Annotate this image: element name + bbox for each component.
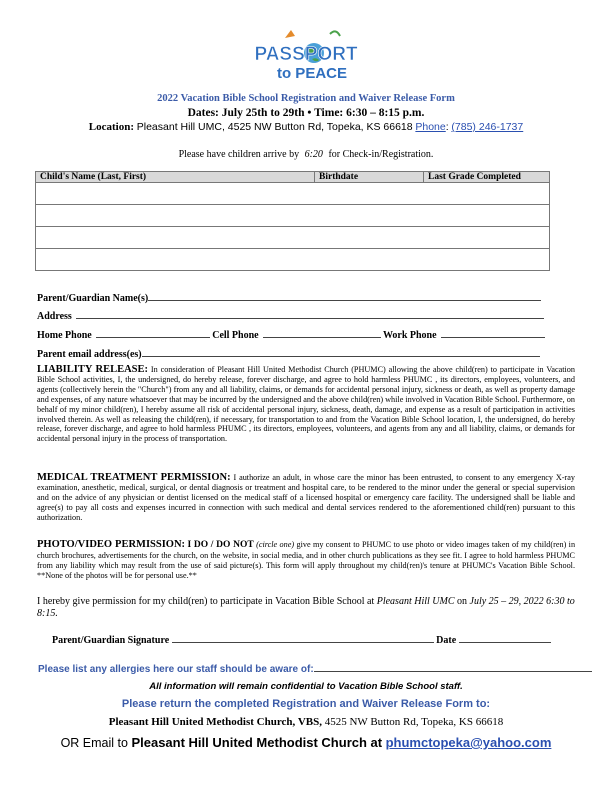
table-row[interactable] bbox=[36, 205, 550, 227]
medical-permission bbox=[37, 473, 575, 523]
event-dates: Dates: July 25th to 29th • Time: 6:30 – 8:15 p.m. bbox=[187, 107, 425, 119]
liability-heading: LIABILITY RELEASE: bbox=[37, 364, 149, 375]
arrival-before: Please have children arrive by bbox=[178, 149, 300, 160]
phone-fields[interactable] bbox=[37, 327, 545, 341]
photo-permission bbox=[37, 540, 575, 581]
or-email-label: OR Email to bbox=[60, 736, 128, 750]
email-line[interactable] bbox=[142, 346, 540, 357]
photo-heading: PHOTO/VIDEO PERMISSION: bbox=[37, 539, 186, 550]
permission-on: on bbox=[457, 596, 468, 607]
confidential-note: All information will remain confidential to Vacation Bible School staff. bbox=[149, 681, 463, 692]
allergies-field[interactable] bbox=[38, 661, 592, 675]
table-row[interactable] bbox=[36, 227, 550, 249]
medical-text: I authorize an adult, in whose care the minor has been entrusted, to consent to any emergency X-ray examination, anesthetic, medical, surgical, or dental diagnosis or treatment and hospital care, to be rendered to the minor under the general or special supervision and on the advice of any physician or dentist licensed on the medical staff of a licensed hospital or emergency care facility. The undersigned shall be liable and agree(s) to pay all costs and expenses incurred in connection with such medical and dental services rendered to the aforementioned child(ren) pursuant to this authorization. bbox=[37, 473, 575, 522]
logo-line2: to PEACE bbox=[276, 65, 348, 82]
address-label: Address bbox=[37, 311, 72, 322]
children-table bbox=[35, 171, 550, 271]
home-phone-line[interactable] bbox=[96, 327, 210, 338]
location-value: Pleasant Hill UMC, 4525 NW Button Rd, Topeka, KS 66618 bbox=[136, 121, 413, 133]
allergies-line[interactable] bbox=[314, 661, 592, 672]
photo-choice[interactable]: I DO / DO NOT bbox=[187, 540, 254, 550]
phone-link[interactable]: (785) 246-1737 bbox=[451, 121, 524, 133]
passport-to-peace-logo bbox=[0, 20, 612, 82]
liability-text: In consideration of Pleasant Hill United Methodist Church (PHUMC) allowing the above child(ren) to participate in Vacation Bible School activities, I, the undersigned, do hereby release, forever discharge, and agree to hold harmless PHUMC , its directors, employees, volunteers, and agents (collectively herein the "Church") from any and all liability, claims, or demands for accidental personal injury, sickness or death, as well as property damage and expenses, of any nature whatsoever that may be incurred by the undersigned and the above child(ren) while involved in Vacation Bible School. Furthermore, on behalf of my minor child(ren), I hereby assume all risk of accidental personal injury, sickness, death, damage, and expense as a result of participation in activities involved therein. As well as releasing the child(ren), if necessary, for transportation to and from the Vacation Bible School location, I, the undersigned, do hereby release, forever discharge, and agree to hold harmless PHUMC , its directors, employees, volunteers, and agents from any and all liability, claims, or demands for accidental personal injury in the process of transportation. bbox=[37, 365, 575, 444]
address-field[interactable] bbox=[37, 308, 544, 322]
address-line[interactable] bbox=[76, 308, 544, 319]
event-location: Location: Pleasant Hill UMC, 4525 NW Button Rd, Topeka, KS 66618 Phone: (785) 246-1737 bbox=[88, 121, 524, 133]
arrival-note bbox=[0, 149, 612, 160]
cell-phone-line[interactable] bbox=[263, 327, 381, 338]
signature-field[interactable] bbox=[52, 632, 551, 646]
permission-dates: July 25 – 29, 2022 6:30 to 8:15. bbox=[37, 596, 575, 619]
signature-label: Parent/Guardian Signature bbox=[52, 635, 170, 646]
arrival-time: 6:20 bbox=[304, 149, 323, 160]
phone-label[interactable]: Phone bbox=[415, 121, 446, 133]
home-phone-label: Home Phone bbox=[37, 330, 92, 341]
logo-line1: PASSPORT bbox=[254, 44, 358, 65]
church-address bbox=[0, 716, 612, 728]
return-instructions: Please return the completed Registration and Waiver Release Form to: bbox=[121, 698, 491, 710]
col-birthdate: Birthdate bbox=[315, 172, 424, 183]
medical-heading: MEDICAL TREATMENT PERMISSION: bbox=[37, 472, 231, 483]
email-church-name: Pleasant Hill United Methodist Church at bbox=[131, 735, 383, 750]
parent-name-field[interactable] bbox=[37, 290, 541, 304]
church-name: Pleasant Hill United Methodist Church, VBS, bbox=[108, 716, 322, 728]
form-title: 2022 Vacation Bible School Registration and Waiver Release Form bbox=[157, 93, 455, 104]
allergies-label: Please list any allergies here our staff should be aware of: bbox=[38, 664, 314, 675]
date-label: Date bbox=[436, 635, 457, 646]
col-last-grade: Last Grade Completed bbox=[424, 172, 550, 183]
photo-text: give my consent to PHUMC to use photo or video images taken of my child(ren) in church brochures, advertisements for the church, on the website, in social media, and in other church publications as they see fit. I agree to hold harmless PHUMC from any liability which may result from the use of said picture(s). This form will apply throughout my child(ren)'s tenure at PHUMC's Vacation Bible School. **None of the photos will be for personal use.** bbox=[37, 540, 576, 580]
email-field[interactable] bbox=[37, 346, 540, 360]
arrival-after: for Check-in/Registration. bbox=[328, 149, 434, 160]
location-label: Location: bbox=[88, 121, 134, 133]
email-link[interactable]: phumctopeka@yahoo.com bbox=[385, 735, 552, 750]
signature-line[interactable] bbox=[172, 632, 434, 643]
participation-permission bbox=[37, 596, 575, 620]
table-header-row bbox=[36, 172, 550, 183]
church-street: 4525 NW Button Rd, Topeka, KS 66618 bbox=[324, 716, 504, 728]
permission-place: Pleasant Hill UMC bbox=[376, 596, 455, 607]
parent-name-line[interactable] bbox=[148, 290, 541, 301]
work-phone-label: Work Phone bbox=[382, 330, 437, 341]
photo-circle-note: (circle one) bbox=[256, 540, 295, 549]
liability-release bbox=[37, 365, 575, 444]
table-row[interactable] bbox=[36, 249, 550, 271]
parent-name-label: Parent/Guardian Name(s) bbox=[37, 293, 149, 304]
col-child-name: Child's Name (Last, First) bbox=[36, 172, 315, 183]
email-label: Parent email address(es) bbox=[37, 349, 142, 360]
work-phone-line[interactable] bbox=[441, 327, 545, 338]
email-instructions bbox=[0, 735, 612, 750]
table-row[interactable] bbox=[36, 183, 550, 205]
cell-phone-label: Cell Phone bbox=[212, 330, 259, 341]
permission-before: I hereby give permission for my child(ren) to participate in Vacation Bible School at bbox=[37, 596, 375, 607]
date-line[interactable] bbox=[459, 632, 551, 643]
